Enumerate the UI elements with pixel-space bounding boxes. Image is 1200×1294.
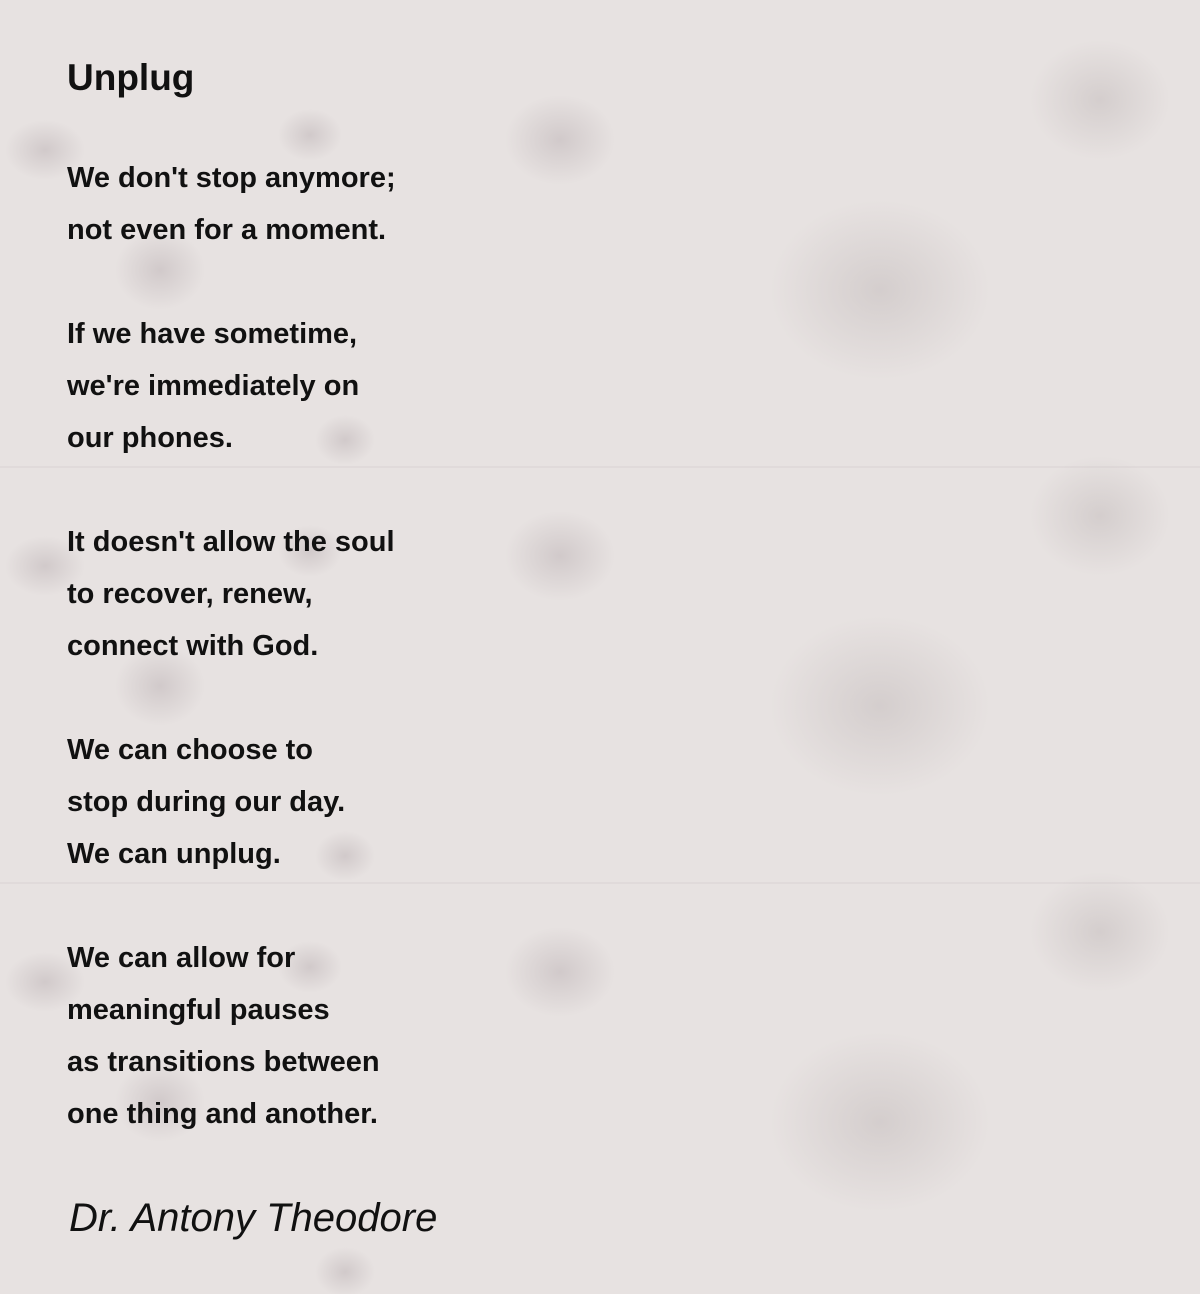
poem-line: one thing and another. — [67, 1098, 378, 1130]
poem-author: Dr. Antony Theodore — [69, 1196, 438, 1240]
stanza-3 — [67, 516, 396, 672]
poem-line: If we have sometime, — [67, 318, 358, 350]
poem-line: We can unplug. — [67, 838, 281, 870]
poem-body — [67, 152, 396, 1192]
poem-line: We can allow for — [67, 942, 296, 974]
poem-title: Unplug — [67, 57, 195, 98]
stanza-5 — [67, 932, 396, 1140]
poem-line: We don't stop anymore; — [67, 162, 396, 194]
stanza-2 — [67, 308, 396, 464]
poem-line: meaningful pauses — [67, 994, 330, 1026]
poem-line: not even for a moment. — [67, 214, 387, 246]
poem-line: connect with God. — [67, 630, 319, 662]
poem-line: we're immediately on — [67, 370, 360, 402]
poem-line: as transitions between — [67, 1046, 380, 1078]
poem-line: stop during our day. — [67, 786, 346, 818]
stanza-4 — [67, 724, 396, 880]
stanza-1 — [67, 152, 396, 256]
poem-line: to recover, renew, — [67, 578, 313, 610]
poem-line: It doesn't allow the soul — [67, 526, 395, 558]
poem-line: We can choose to — [67, 734, 314, 766]
poem-line: our phones. — [67, 422, 233, 454]
